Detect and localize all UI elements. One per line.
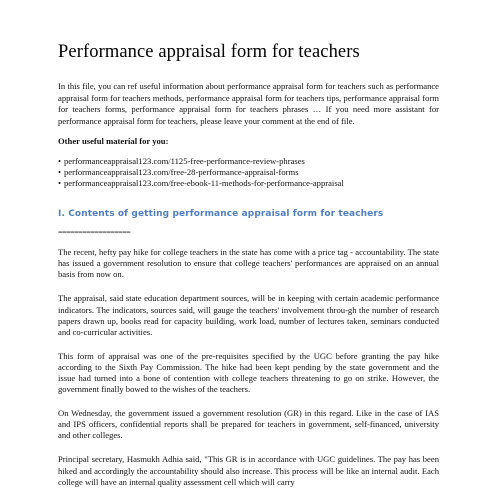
body-paragraph: Principal secretary, Hasmukh Adhia said, "This GR is in accordance with UGC guidelines. The pay has been hiked and accordingly the accountability should also increase. This process will be like an internal audit. Each college will have an internal quality assessment cell which will carry bbox=[58, 454, 439, 487]
other-material-heading: Other useful material for you: bbox=[58, 136, 169, 147]
body-paragraph: The appraisal, said state education department sources, will be in keeping with certain academic performance indicators. The indicators, sources said, will gauge the teachers' involvement throu-gh the number of research papers drawn up, books read for capacity building, work load, number of lectures taken, seminars conducted and co-curricular activities. bbox=[58, 293, 439, 337]
body-paragraph: On Wednesday, the government issued a government resolution (GR) in this regard. Like in the case of IAS and IPS officers, confidential reports shall be prepared for teachers in government, self-financed, university and other colleges. bbox=[58, 408, 439, 441]
separator-line: ================== bbox=[58, 229, 131, 238]
links-list bbox=[58, 156, 439, 188]
intro-paragraph: In this file, you can ref useful information about performance appraisal form for teachers such as performance appraisal form for teachers methods, performance appraisal form for teachers tips, performance appraisal form for teachers forms, performance appraisal form for teachers phrases … If you need more assistant for performance appraisal form for teachers, please leave your comment at the end of file. bbox=[58, 81, 439, 126]
list-item[interactable]: • performanceappraisal123.com/free-28-performance-appraisal-forms bbox=[58, 167, 439, 178]
list-item[interactable]: • performanceappraisal123.com/1125-free-performance-review-phrases bbox=[58, 156, 439, 167]
body-paragraph: This form of appraisal was one of the pre-requisites specified by the UGC before granting the pay hike according to the Sixth Pay Commission. The hike had been kept pending by the state government and the issue had turned into a bone of contention with college teachers threatening to go on strike. However, the government finally bowed to the wishes of the teachers. bbox=[58, 350, 439, 395]
body-paragraph: The recent, hefty pay hike for college teachers in the state has come with a price tag - accountability. The state has issued a government resolution to ensure that college teachers' performances are appraised on an annual basis from now on. bbox=[58, 247, 439, 280]
document-title: Performance appraisal form for teachers bbox=[58, 42, 360, 62]
list-item[interactable]: • performanceappraisal123.com/free-ebook-11-methods-for-performance-appraisal bbox=[58, 178, 439, 189]
section-heading: I. Contents of getting performance appraisal form for teachers bbox=[58, 209, 384, 220]
